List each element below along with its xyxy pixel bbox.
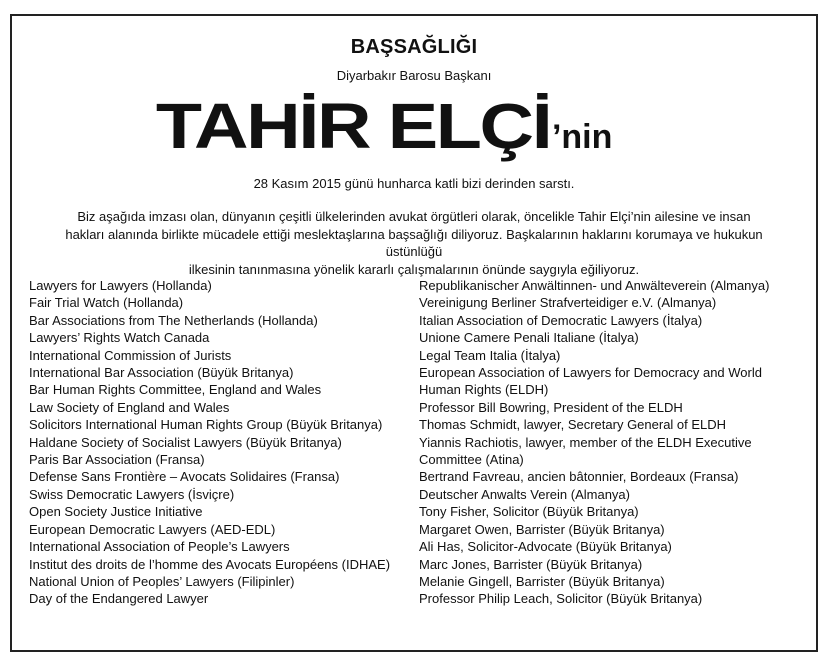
message-line: Biz aşağıda imzası olan, dünyanın çeşitli ülkelerinden avukat örgütleri olarak, öncelikle Tahir Elçi’nin ailesine ve insan [77,209,751,224]
signatory-item: Melanie Gingell, Barrister (Büyük Britanya) [419,573,665,589]
signatory-item: Lawyers’ Rights Watch Canada [29,330,210,346]
signatory-item: European Association of Lawyers for Democracy and World [419,365,762,381]
signatory-item: National Union of Peoples’ Lawyers (Filipinler) [29,573,295,589]
signatory-item: Professor Philip Leach, Solicitor (Büyük Britanya) [419,591,703,607]
notice-title: BAŞSAĞLIĞI [350,36,478,58]
signatory-item: Bar Associations from The Netherlands (Hollanda) [29,312,318,328]
signatory-item: Lawyers for Lawyers (Hollanda) [29,278,212,293]
signatory-item: Marc Jones, Barrister (Büyük Britanya) [419,556,643,572]
signatory-item: Fair Trial Watch (Hollanda) [29,295,184,311]
signatory-item: Margaret Owen, Barrister (Büyük Britanya) [419,521,665,537]
signatory-item: Swiss Democratic Lawyers (İsviçre) [29,486,235,502]
signatory-item: Thomas Schmidt, lawyer, Secretary General of ELDH [419,417,727,433]
signatory-item: Unione Camere Penali Italiane (İtalya) [419,330,639,346]
signatory-item: Deutscher Anwalts Verein (Almanya) [419,486,630,502]
signatory-item: Solicitors International Human Rights Group (Büyük Britanya) [29,417,383,433]
message-line: hakları alanında birlikte mücadele ettiği meslektaşlarına başsağlığı diliyoruz. Başkalarının haklarını korumaya ve hukukun üstünlüğü [65,226,763,259]
signatory-item: Yiannis Rachiotis, lawyer, member of the ELDH Executive [419,434,752,450]
signatory-item: International Commission of Jurists [29,347,232,363]
date-line: 28 Kasım 2015 günü hunharca katli bizi derinden sarstı. [253,176,575,191]
signatory-item: European Democratic Lawyers (AED-EDL) [29,521,276,537]
signatory-item: Committee (Atina) [419,452,524,468]
signatory-item: Open Society Justice Initiative [29,504,203,520]
signatory-item: Ali Has, Solicitor-Advocate (Büyük Britanya) [419,539,672,555]
signatories-right-column [419,277,809,608]
signatory-item: Vereinigung Berliner Strafverteidiger e.V. (Almanya) [419,295,717,311]
signatory-item: Italian Association of Democratic Lawyers (İtalya) [419,312,703,328]
signatory-item: Bar Human Rights Committee, England and Wales [29,382,322,398]
condolence-message [52,208,776,278]
signatory-item: Human Rights (ELDH) [419,382,549,398]
signatory-item: Bertrand Favreau, ancien bâtonnier, Bordeaux (Fransa) [419,469,739,485]
signatories-left-column [29,277,409,608]
signatory-item: Republikanischer Anwältinnen- und Anwälteverein (Almanya) [419,278,770,293]
signatory-item: Law Society of England and Wales [29,399,230,415]
signatory-item: Tony Fisher, Solicitor (Büyük Britanya) [419,504,639,520]
condolence-notice [10,14,818,652]
signatory-item: Paris Bar Association (Fransa) [29,452,205,468]
message-line: ilkesinin tanınmasına yönelik kararlı çalışmalarının önünde saygıyla eğiliyoruz. [188,261,640,277]
signatory-item: Institut des droits de l’homme des Avocats Européens (IDHAE) [29,556,391,572]
signatory-item: Haldane Society of Socialist Lawyers (Büyük Britanya) [29,434,342,450]
signatory-item: Day of the Endangered Lawyer [29,591,209,607]
signatory-item: Defense Sans Frontière – Avocats Solidaires (Fransa) [29,469,340,485]
signatory-item: Professor Bill Bowring, President of the ELDH [419,399,683,415]
name-suffix: ’nin [551,118,613,156]
deceased-name-row [12,90,816,162]
signatory-item: Legal Team Italia (İtalya) [419,347,561,363]
signatory-item: International Bar Association (Büyük Britanya) [29,365,294,381]
deceased-name: TAHİR ELÇİ [155,90,550,162]
signatory-item: International Association of People’s Lawyers [29,539,290,555]
notice-subtitle: Diyarbakır Barosu Başkanı [336,68,492,83]
